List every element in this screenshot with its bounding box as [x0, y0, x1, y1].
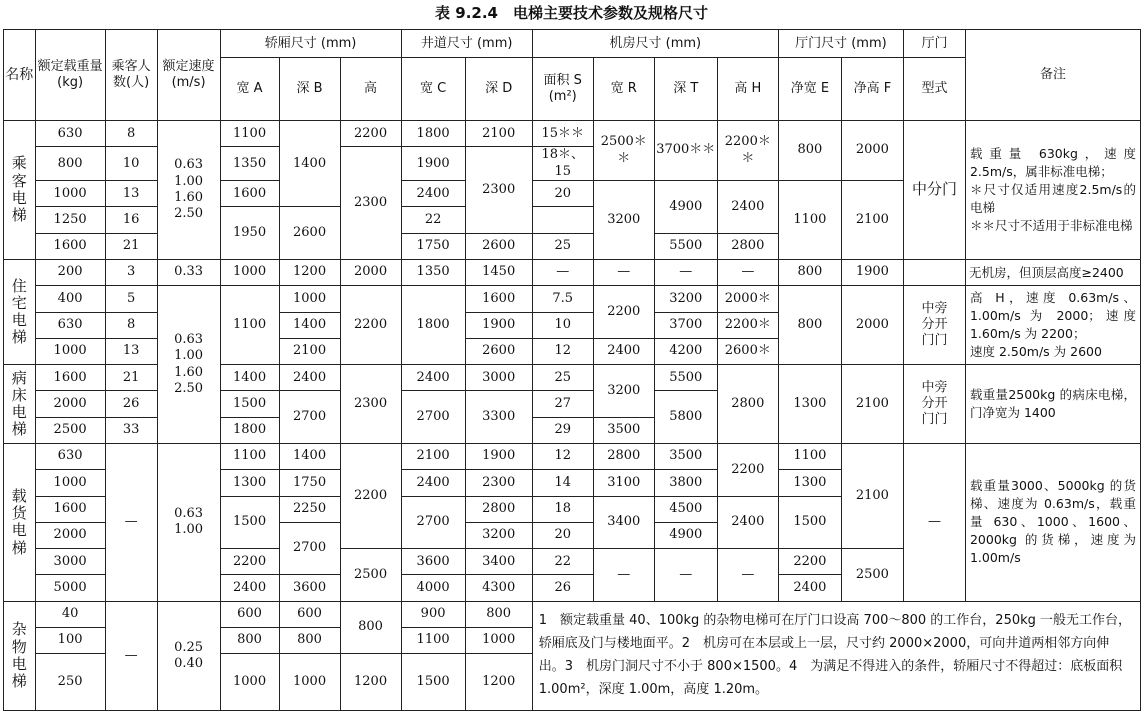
cell-room-s: 12	[532, 443, 593, 469]
cell-pax: —	[105, 601, 157, 710]
cell-speed: 0.25 0.40	[157, 601, 220, 710]
cell-door-e: 2200	[778, 549, 841, 575]
cell-car-h: 2200	[340, 286, 401, 365]
cell-car-a: 1100	[220, 443, 279, 469]
cell-pax: 33	[105, 417, 157, 443]
cell-car-b: 2700	[279, 522, 340, 575]
cell-car-a: 1950	[220, 207, 279, 260]
cell-pax: 8	[105, 312, 157, 338]
cell-room-s: 20	[532, 522, 593, 548]
cell-door-e: 1500	[778, 496, 841, 549]
cell-room-s: 26	[532, 575, 593, 601]
cell-door-f: 2100	[841, 443, 903, 548]
cell-shaft-d: 1600	[465, 286, 532, 312]
header-room-depth: 深 T	[654, 58, 717, 121]
cell-car-b: 1000	[279, 654, 340, 711]
cell-shaft-d: 1900	[465, 312, 532, 338]
table-row	[4, 259, 1141, 285]
cell-car-h: 2000	[340, 259, 401, 285]
cell-room-t: 3800	[654, 470, 717, 496]
cell-shaft-c: 1800	[401, 286, 465, 365]
cell-load: 2500	[35, 417, 105, 443]
cell-car-a: 1100	[220, 120, 279, 146]
header-name: 名称	[4, 30, 36, 121]
cell-load: 3000	[35, 549, 105, 575]
header-door-type-bottom: 型式	[903, 58, 965, 121]
cell-car-a: 1350	[220, 147, 279, 181]
cell-door-type: 中旁 分开 门门	[903, 365, 965, 444]
header-room-width: 宽 R	[593, 58, 654, 121]
cell-shaft-c: 1900	[401, 147, 465, 181]
cell-speed: 0.33	[157, 259, 220, 285]
cell-shaft-c: 2600	[279, 207, 340, 260]
cell-shaft-c: 1800	[401, 120, 465, 146]
cell-shaft-c: 2400	[401, 470, 465, 496]
cell-car-h: 1200	[340, 654, 401, 711]
cell-room-r: 2400	[593, 338, 654, 364]
cell-load: 2000	[35, 522, 105, 548]
cell-car-b: 1400	[279, 443, 340, 469]
cell-speed: 0.63 1.00 1.60 2.50	[157, 286, 220, 444]
cell-shaft-c: 1100	[401, 627, 465, 653]
cell-car-a: 1800	[220, 417, 279, 443]
cell-shaft-c: 2700	[401, 496, 465, 549]
header-room-height: 高 H	[717, 58, 778, 121]
cell-room-r: —	[593, 549, 654, 602]
header-door-type-top: 厅门	[903, 30, 965, 58]
header-room-area: 面积 S (m²)	[532, 58, 593, 121]
cell-car-a: 1500	[220, 391, 279, 417]
cell-door-type: 中旁 分开 门门	[903, 286, 965, 365]
cell-shaft-d: 2300	[465, 147, 532, 233]
table-title: 表 9.2.4 电梯主要技术参数及规格尺寸	[435, 4, 708, 22]
cell-door-f: 2100	[841, 181, 903, 260]
cell-load: 630	[35, 120, 105, 146]
cell-room-h: 2200＊＊	[717, 120, 778, 180]
cell-room-r: —	[593, 259, 654, 285]
cell-pax: 8	[105, 120, 157, 146]
cell-car-b: 1200	[279, 259, 340, 285]
cell-room-h: 2200	[717, 443, 778, 496]
cell-load: 1600	[35, 496, 105, 522]
header-door-height: 净高 F	[841, 58, 903, 121]
cell-remark: 高 H，速度 0.63m/s、1.00m/s 为 2000；速度 1.60m/s 为 2200； 速度 2.50m/s 为 2600	[965, 286, 1140, 365]
cell-remark: 载重量 630kg，速度2.5m/s，属非标准电梯； ＊尺寸仅适用速度2.5m/s的电梯 ＊＊尺寸不适用于非标准电梯	[965, 120, 1140, 259]
cell-car-b: 2400	[279, 365, 340, 391]
header-car-height: 高	[340, 58, 401, 121]
cell-car-a: 1100	[220, 286, 279, 365]
cell-door-f: 1900	[841, 259, 903, 285]
cell-car-a: 1400	[220, 365, 279, 391]
cell-door-f: 2100	[841, 365, 903, 444]
group-name-dumbwaiter: 杂物电梯	[4, 601, 36, 710]
cell-shaft-c: 2100	[401, 443, 465, 469]
group-name-passenger: 乘客电梯	[4, 120, 36, 259]
cell-room-s: —	[532, 259, 593, 285]
cell-car-a: 1300	[220, 470, 279, 496]
cell-shaft-d: 3200	[465, 522, 532, 548]
cell-car-a: 600	[220, 601, 279, 627]
cell-load: 2000	[35, 391, 105, 417]
cell-speed: 0.63 1.00	[157, 443, 220, 601]
cell-door-e: 1100	[778, 181, 841, 260]
cell-room-r: 2500＊＊	[593, 120, 654, 180]
cell-shaft-d: 1450	[465, 259, 532, 285]
cell-load: 1000	[35, 470, 105, 496]
cell-room-t: 3700＊＊	[654, 120, 717, 180]
cell-remark: 无机房，但顶层高度≥2400	[965, 259, 1140, 285]
cell-room-t: 3200	[654, 286, 717, 312]
cell-pax: 16	[105, 207, 157, 233]
cell-pax: 21	[105, 365, 157, 391]
cell-shaft-c: 1500	[401, 654, 465, 711]
cell-remark: 载重量2500kg 的病床电梯，门净宽为 1400	[965, 365, 1140, 444]
cell-door-e: 1100	[778, 443, 841, 469]
cell-car-b: 1400	[279, 312, 340, 338]
elevator-spec-table	[3, 29, 1141, 711]
cell-door-f: 2000	[841, 120, 903, 180]
cell-car-b: 800	[279, 627, 340, 653]
cell-remark: 载重量3000、5000kg 的货梯、速度为 0.63m/s，载重量 630、1000、1600、2000kg 的货梯，速度为 1.00m/s	[965, 443, 1140, 601]
cell-load: 800	[35, 147, 105, 181]
cell-room-r: 2800	[593, 443, 654, 469]
cell-door-e: 1300	[778, 365, 841, 444]
cell-shaft-d: 800	[465, 601, 532, 627]
cell-load: 250	[35, 654, 105, 711]
cell-shaft-d: 2800	[465, 496, 532, 522]
header-load: 额定载重量(kg)	[35, 30, 105, 121]
cell-room-t: 5500	[654, 365, 717, 391]
cell-car-b: 1000	[279, 286, 340, 312]
cell-load: 1000	[35, 181, 105, 207]
cell-room-s: 22	[401, 207, 465, 233]
cell-shaft-d: 3000	[465, 365, 532, 391]
cell-room-h: 2400	[717, 181, 778, 234]
header-passengers: 乘客人数(人)	[105, 30, 157, 121]
cell-shaft-d: 2600	[465, 338, 532, 364]
cell-car-h: 2300	[340, 147, 401, 260]
cell-load: 5000	[35, 575, 105, 601]
cell-room-s: 29	[532, 417, 593, 443]
cell-room-s: 25	[532, 233, 593, 259]
group-name-bed: 病床电梯	[4, 365, 36, 444]
cell-room-t: 5800	[654, 391, 717, 444]
header-car-depth: 深 B	[279, 58, 340, 121]
group-name-freight: 载货电梯	[4, 443, 36, 601]
cell-car-h: 2500	[340, 549, 401, 602]
header-door-width: 净宽 E	[778, 58, 841, 121]
cell-room-s: 20	[532, 181, 593, 207]
cell-car-a: 1600	[220, 181, 279, 207]
cell-door-type: —	[903, 443, 965, 601]
cell-load: 40	[35, 601, 105, 627]
header-machine-room: 机房尺寸 (mm)	[532, 30, 778, 58]
cell-car-b: 1400	[279, 120, 340, 206]
cell-room-t: 4500	[654, 496, 717, 522]
cell-car-b: 600	[279, 601, 340, 627]
cell-shaft-d: 2300	[465, 470, 532, 496]
cell-load: 1000	[35, 338, 105, 364]
cell-load: 400	[35, 286, 105, 312]
cell-shaft-d: 3400	[465, 549, 532, 575]
header-door: 厅门尺寸 (mm)	[778, 30, 903, 58]
cell-car-a: 1000	[220, 654, 279, 711]
cell-car-h: 2200	[340, 120, 401, 146]
cell-car-a: 800	[220, 627, 279, 653]
table-row	[4, 443, 1141, 469]
cell-door-e: 800	[778, 286, 841, 365]
cell-car-b: 2100	[279, 338, 340, 364]
cell-car-h: 2200	[340, 443, 401, 548]
cell-room-h: —	[717, 259, 778, 285]
cell-room-s: 22	[532, 549, 593, 575]
header-shaft: 井道尺寸 (mm)	[401, 30, 532, 58]
cell-room-t: 3500	[654, 443, 717, 469]
cell-speed: 0.63 1.00 1.60 2.50	[157, 120, 220, 259]
cell-load: 630	[35, 443, 105, 469]
cell-pax: 21	[105, 233, 157, 259]
cell-car-h: 800	[340, 601, 401, 654]
cell-room-t: 5500	[654, 233, 717, 259]
cell-car-a: 1000	[220, 259, 279, 285]
cell-pax: 3	[105, 259, 157, 285]
header-speed: 额定速度(m/s)	[157, 30, 220, 121]
cell-room-h: 2600＊	[717, 338, 778, 364]
cell-pax: 13	[105, 181, 157, 207]
cell-shaft-c: 4000	[401, 575, 465, 601]
cell-door-e: 800	[778, 259, 841, 285]
cell-car-b: 2250	[279, 496, 340, 522]
cell-car-a: 1500	[220, 496, 279, 549]
footnote: 1 额定载重量 40、100kg 的杂物电梯可在厅门口设高 700～800 的工作台，250kg 一般无工作台，轿厢底及门与楼地面平。2 机房可在本层或上一层，尺寸约 2000×2000，可向井道两相邻方向伸出。3 机房门洞尺寸不小于 800×1500。4 为满足不得进入的条件，轿厢尺寸不得超过：底板面积 1.00m²，深度 1.00m，高度 1.20m。	[532, 601, 1140, 710]
cell-load: 200	[35, 259, 105, 285]
cell-shaft-d: 2100	[465, 120, 532, 146]
cell-car-b: 1750	[279, 470, 340, 496]
cell-shaft-d: 2600	[465, 233, 532, 259]
cell-room-t: —	[654, 259, 717, 285]
cell-room-t: —	[654, 549, 717, 602]
cell-room-s: 14	[532, 470, 593, 496]
cell-room-s: 25	[532, 365, 593, 391]
cell-room-h: 2800	[717, 233, 778, 259]
cell-door-type	[903, 259, 965, 285]
cell-room-r: 3500	[593, 417, 654, 443]
cell-shaft-d: 1900	[465, 443, 532, 469]
cell-shaft-c: 3600	[401, 549, 465, 575]
cell-room-r: 3200	[593, 365, 654, 418]
cell-room-s: 15＊＊	[532, 120, 593, 146]
cell-door-type: 中分门	[903, 120, 965, 259]
cell-door-f: 2000	[841, 286, 903, 365]
cell-door-e: 1300	[778, 470, 841, 496]
table-row	[4, 286, 1141, 312]
cell-shaft-c: 900	[401, 601, 465, 627]
cell-pax: —	[105, 443, 157, 601]
cell-shaft-c: 1350	[401, 259, 465, 285]
cell-room-h: 2200＊	[717, 312, 778, 338]
cell-shaft-d: 4300	[465, 575, 532, 601]
cell-room-r: 2200	[593, 286, 654, 339]
cell-shaft-d: 3300	[465, 391, 532, 444]
header-car: 轿厢尺寸 (mm)	[220, 30, 401, 58]
cell-car-b: 1750	[401, 233, 465, 259]
cell-pax: 5	[105, 286, 157, 312]
cell-room-r: 3400	[593, 496, 654, 549]
cell-room-s: 18＊、15	[532, 147, 593, 181]
cell-door-e: 2400	[778, 575, 841, 601]
cell-room-h: 2800	[717, 365, 778, 444]
cell-room-r: 3100	[593, 470, 654, 496]
cell-room-s: 27	[532, 391, 593, 417]
cell-room-h: 2400	[717, 496, 778, 549]
cell-pax: 10	[105, 147, 157, 181]
cell-car-b: 3600	[279, 575, 340, 601]
cell-car-a: 2400	[220, 575, 279, 601]
cell-car-a: 2200	[220, 549, 279, 575]
cell-door-f: 2500	[841, 549, 903, 602]
cell-shaft-d: 1000	[465, 627, 532, 653]
cell-room-h: —	[717, 549, 778, 602]
cell-car-h: 2300	[340, 365, 401, 444]
header-shaft-width: 宽 C	[401, 58, 465, 121]
cell-shaft-d: 1200	[465, 654, 532, 711]
cell-door-e: 800	[778, 120, 841, 180]
cell-pax: 26	[105, 391, 157, 417]
cell-room-s: 7.5	[532, 286, 593, 312]
table-row	[4, 120, 1141, 146]
cell-room-t: 3700	[654, 312, 717, 338]
cell-room-t: 4900	[654, 522, 717, 548]
table-row	[4, 601, 1141, 627]
cell-room-s: 18	[532, 496, 593, 522]
cell-load: 630	[35, 312, 105, 338]
cell-shaft-c: 2700	[401, 391, 465, 444]
cell-room-s: 12	[532, 338, 593, 364]
cell-load: 1600	[35, 233, 105, 259]
group-name-residential: 住宅电梯	[4, 259, 36, 364]
cell-car-b: 2700	[279, 391, 340, 444]
cell-room-t: 4900	[654, 181, 717, 234]
header-shaft-depth: 深 D	[465, 58, 532, 121]
cell-load: 100	[35, 627, 105, 653]
cell-room-s: 10	[532, 312, 593, 338]
header-remarks: 备注	[965, 30, 1140, 121]
cell-shaft-c: 2400	[401, 365, 465, 391]
cell-shaft-c: 2400	[401, 181, 465, 207]
cell-room-t: 4200	[654, 338, 717, 364]
cell-room-r: 3200	[593, 181, 654, 260]
cell-room-h: 2000＊	[717, 286, 778, 312]
cell-load: 1600	[35, 365, 105, 391]
header-car-width: 宽 A	[220, 58, 279, 121]
cell-load: 1250	[35, 207, 105, 233]
cell-pax: 13	[105, 338, 157, 364]
